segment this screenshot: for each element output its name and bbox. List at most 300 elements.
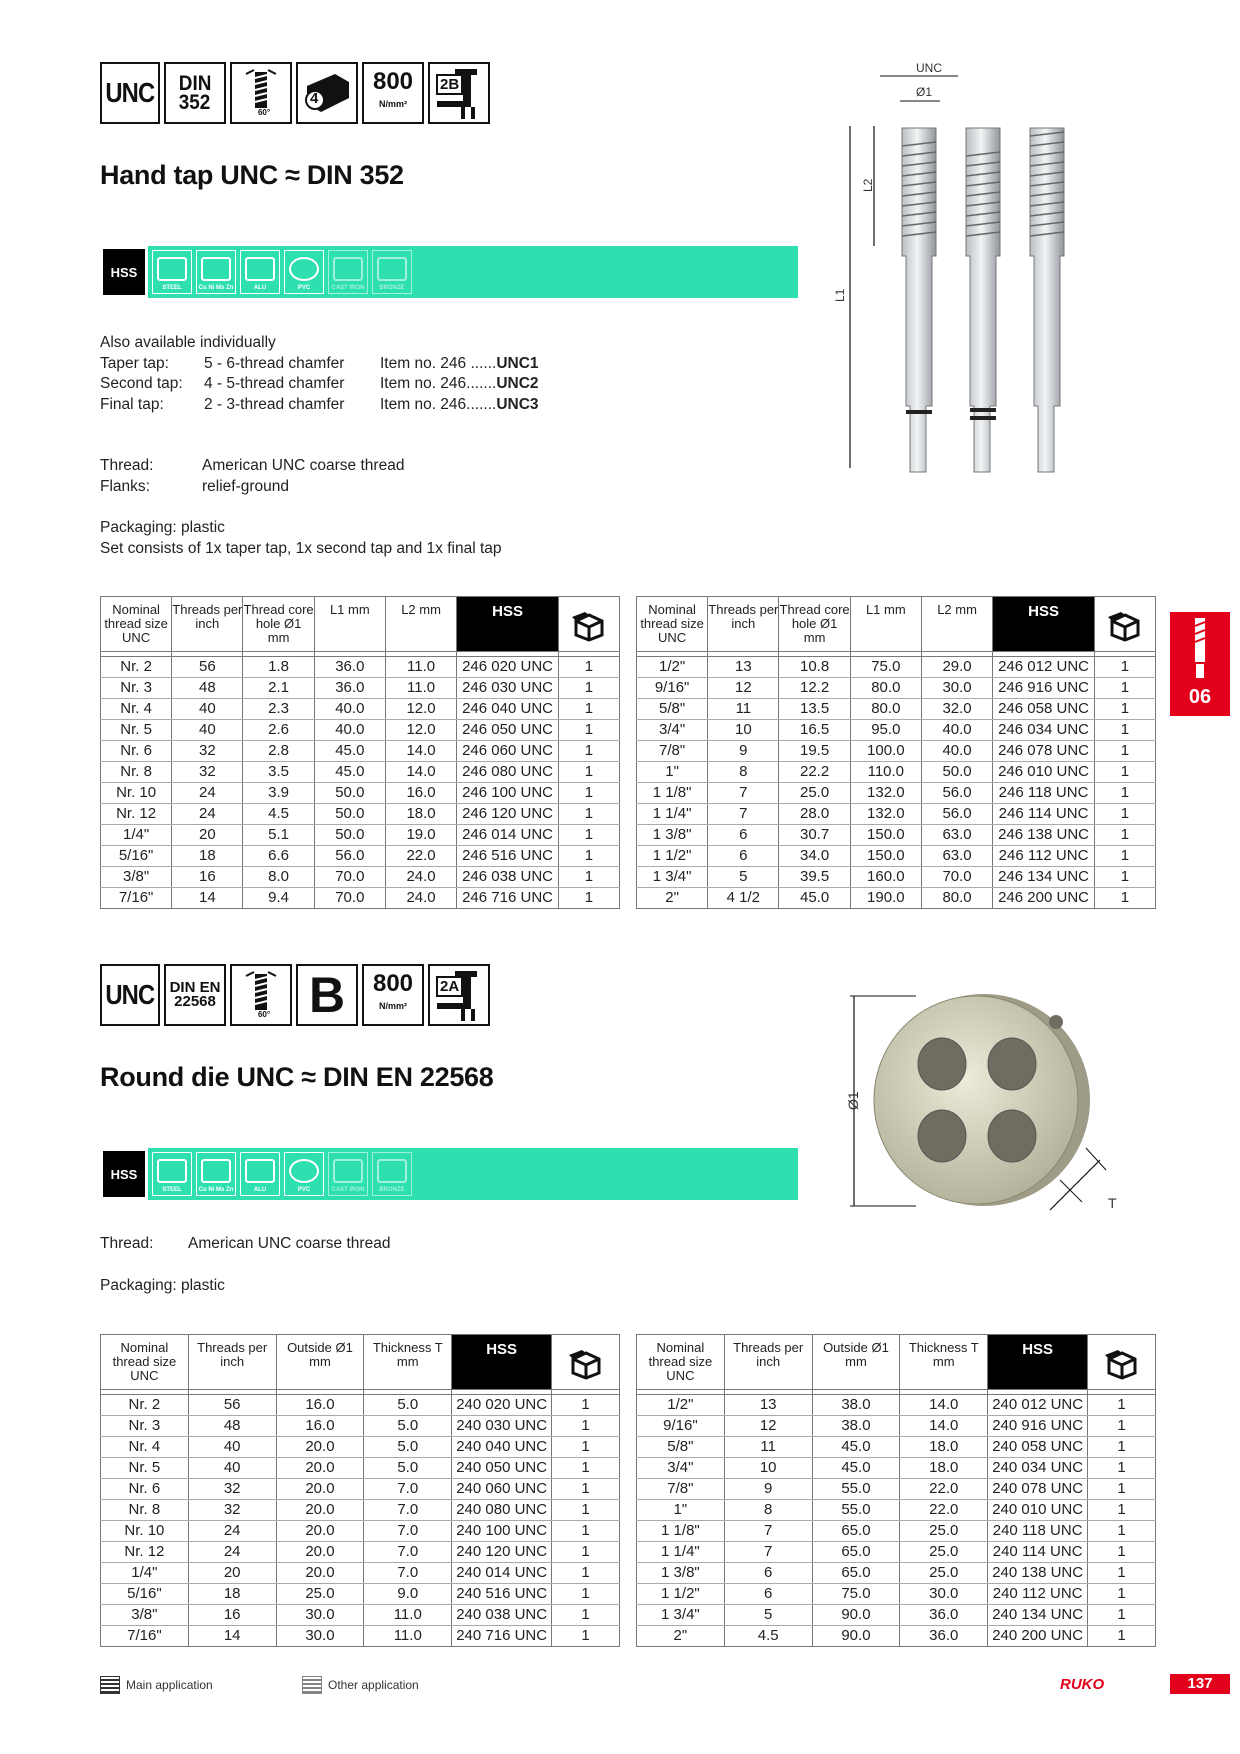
table-cell: 7.0 [364, 1479, 452, 1500]
thread-angle-icon [230, 964, 292, 1026]
pack-qty: 1 [1094, 678, 1155, 699]
item-number: 240 014 UNC [452, 1563, 552, 1584]
table-row [101, 657, 620, 678]
item-number: 246 080 UNC [457, 762, 559, 783]
pack-qty: 1 [558, 657, 619, 678]
table-cell: 110.0 [850, 762, 921, 783]
table-cell: 65.0 [812, 1563, 900, 1584]
table-cell: 80.0 [850, 699, 921, 720]
col-header: L1 mm [850, 597, 921, 652]
table-cell: 1" [637, 762, 708, 783]
item-number: 240 038 UNC [452, 1605, 552, 1626]
table-cell: 9.4 [243, 888, 314, 909]
material-label: CAST IRON [331, 1187, 365, 1193]
din-badge [164, 964, 226, 1026]
availability-note: Also available individually [100, 334, 276, 351]
table-row [101, 867, 620, 888]
unc-label: UNC [105, 77, 155, 108]
thread-label: Thread: [100, 1235, 154, 1252]
item-number: 240 010 UNC [988, 1500, 1088, 1521]
class-label: 2B [436, 74, 463, 95]
table-cell: 34.0 [779, 846, 850, 867]
col-header: L2 mm [921, 597, 992, 652]
tolerance-badge [296, 62, 358, 124]
strength-badge [362, 62, 424, 124]
material-label: BRONZE [379, 1187, 405, 1193]
din-label: DIN EN [169, 979, 221, 996]
pack-qty: 1 [1088, 1542, 1156, 1563]
table-cell: 5.1 [243, 825, 314, 846]
table-cell: 12.2 [779, 678, 850, 699]
table-cell: 18 [188, 1584, 276, 1605]
table-cell: 20.0 [276, 1500, 364, 1521]
table-cell: 65.0 [812, 1542, 900, 1563]
table-cell: 45.0 [779, 888, 850, 909]
d1-dim-label: Ø1 [845, 1091, 861, 1110]
table-cell: Nr. 5 [101, 720, 172, 741]
table-row [637, 1563, 1156, 1584]
table-cell: 45.0 [314, 741, 385, 762]
table-cell: 19.0 [385, 825, 456, 846]
unc-badge [100, 62, 160, 124]
tap-item: Item no. 246....... [380, 375, 497, 392]
material-label: CAST IRON [331, 285, 365, 291]
box-icon [1108, 611, 1142, 641]
copper-alloy-icon [196, 250, 236, 294]
box-icon [1105, 1349, 1139, 1379]
tap-chamfer: 5 - 6-thread chamfer [204, 354, 345, 372]
table-cell: 6 [708, 846, 779, 867]
table-row [637, 1416, 1156, 1437]
table-row [101, 1479, 620, 1500]
table-cell: 20 [172, 825, 243, 846]
pack-qty: 1 [558, 867, 619, 888]
table-cell: 30.0 [276, 1605, 364, 1626]
table-cell: 8.0 [243, 867, 314, 888]
table-row [101, 1395, 620, 1416]
pack-qty: 1 [1088, 1395, 1156, 1416]
pack-qty: 1 [1094, 657, 1155, 678]
tap-row [100, 354, 539, 375]
table-row [101, 1626, 620, 1647]
table-cell: 38.0 [812, 1416, 900, 1437]
pack-qty: 1 [552, 1479, 620, 1500]
material-label: STEEL [162, 285, 182, 291]
legend-main-label: Main application [126, 1678, 213, 1692]
angle-label: 60° [257, 1009, 271, 1019]
product-title-round-die: Round die UNC ≈ DIN EN 22568 [100, 1062, 494, 1092]
table-cell: 1 1/8" [637, 1521, 725, 1542]
col-header: L2 mm [385, 597, 456, 652]
table-cell: 22.2 [779, 762, 850, 783]
pack-qty: 1 [558, 699, 619, 720]
pack-qty: 1 [552, 1626, 620, 1647]
pack-qty: 1 [552, 1521, 620, 1542]
pack-qty: 1 [558, 741, 619, 762]
table-cell: 16 [188, 1605, 276, 1626]
pack-qty: 1 [552, 1563, 620, 1584]
hand-tap-table-left [100, 596, 620, 909]
table-cell: 16 [172, 867, 243, 888]
table-cell: 9 [708, 741, 779, 762]
strength-badge [362, 964, 424, 1026]
table-cell: 45.0 [314, 762, 385, 783]
col-header: Threads per inch [172, 597, 243, 652]
table-cell: 20.0 [276, 1458, 364, 1479]
material-band-2 [100, 1148, 798, 1200]
table-cell: 20.0 [276, 1479, 364, 1500]
pack-qty: 1 [552, 1542, 620, 1563]
table-cell: Nr. 8 [101, 762, 172, 783]
item-number: 240 100 UNC [452, 1521, 552, 1542]
item-number: 246 058 UNC [993, 699, 1095, 720]
table-cell: 8 [724, 1500, 812, 1521]
table-row [101, 1500, 620, 1521]
table-row [637, 825, 1156, 846]
thread-angle-icon [230, 62, 292, 124]
steel-icon [100, 1676, 120, 1694]
legend-main [100, 1676, 213, 1694]
table-cell: 5 [708, 867, 779, 888]
table-cell: 1.8 [243, 657, 314, 678]
table-cell: 11.0 [385, 678, 456, 699]
item-number: 246 020 UNC [457, 657, 559, 678]
table-cell: 3/4" [637, 1458, 725, 1479]
table-cell: 1/2" [637, 1395, 725, 1416]
item-number: 240 040 UNC [452, 1437, 552, 1458]
table-cell: 1/2" [637, 657, 708, 678]
table-cell: 32 [188, 1479, 276, 1500]
table-cell: 10.8 [779, 657, 850, 678]
table-cell: 20.0 [276, 1521, 364, 1542]
table-cell: 36.0 [900, 1626, 988, 1647]
tap-grade-icon [299, 68, 355, 118]
table-cell: 40.0 [314, 699, 385, 720]
table-cell: 25.0 [276, 1584, 364, 1605]
item-number: 240 060 UNC [452, 1479, 552, 1500]
pack-qty: 1 [1088, 1416, 1156, 1437]
table-cell: 2" [637, 888, 708, 909]
table-cell: 36.0 [314, 678, 385, 699]
table-cell: 18.0 [900, 1458, 988, 1479]
pack-qty: 1 [1094, 720, 1155, 741]
product-title-hand-tap: Hand tap UNC ≈ DIN 352 [100, 160, 404, 190]
din-number: 22568 [174, 993, 216, 1010]
table-cell: 7 [724, 1542, 812, 1563]
pack-qty: 1 [1088, 1605, 1156, 1626]
flanks-value: relief-ground [202, 477, 290, 495]
table-cell: 30.7 [779, 825, 850, 846]
item-number: 240 034 UNC [988, 1458, 1088, 1479]
table-row [637, 678, 1156, 699]
table-cell: Nr. 2 [101, 657, 172, 678]
table-row [101, 1563, 620, 1584]
table-cell: 70.0 [921, 867, 992, 888]
table-cell: 16.5 [779, 720, 850, 741]
unc-badge [100, 964, 160, 1026]
din-badge [164, 62, 226, 124]
table-cell: 30.0 [921, 678, 992, 699]
item-number: 240 012 UNC [988, 1395, 1088, 1416]
item-number: 240 112 UNC [988, 1584, 1088, 1605]
table-row [101, 804, 620, 825]
item-number: 246 118 UNC [993, 783, 1095, 804]
round-die-table-right [636, 1334, 1156, 1647]
strength-value: 800 [372, 970, 414, 997]
pack-qty: 1 [558, 846, 619, 867]
item-number: 246 134 UNC [993, 867, 1095, 888]
table-cell: 7/16" [101, 888, 172, 909]
pack-qty: 1 [1094, 846, 1155, 867]
tap-type: Final tap: [100, 395, 164, 413]
table-cell: 38.0 [812, 1395, 900, 1416]
table-row [637, 1458, 1156, 1479]
table-cell: 5/8" [637, 699, 708, 720]
table-cell: Nr. 6 [101, 741, 172, 762]
item-number: 246 114 UNC [993, 804, 1095, 825]
item-number: 246 030 UNC [457, 678, 559, 699]
alu-icon [240, 1152, 280, 1196]
col-header: Nominal thread size UNC [101, 1335, 189, 1390]
table-cell: 18.0 [900, 1437, 988, 1458]
table-row [637, 762, 1156, 783]
table-cell: 16.0 [385, 783, 456, 804]
bronze-icon [372, 1152, 412, 1196]
tap-suffix: UNC1 [496, 354, 539, 372]
table-cell: 3/8" [101, 867, 172, 888]
tap-3 [1030, 128, 1064, 472]
item-number: 240 200 UNC [988, 1626, 1088, 1647]
round-die-drawing [836, 980, 1126, 1230]
pack-qty: 1 [552, 1395, 620, 1416]
table-cell: 95.0 [850, 720, 921, 741]
col-header: Thread core hole Ø1 mm [779, 597, 850, 652]
table-row [637, 1479, 1156, 1500]
table-cell: 11.0 [385, 657, 456, 678]
table-cell: 40.0 [921, 720, 992, 741]
form-label: B [308, 967, 346, 1023]
material-label: ALU [253, 285, 267, 291]
table-cell: 10 [724, 1458, 812, 1479]
table-cell: 7/8" [637, 1479, 725, 1500]
table-cell: 25.0 [900, 1542, 988, 1563]
table-cell: 40 [188, 1437, 276, 1458]
table-cell: 2" [637, 1626, 725, 1647]
table-cell: 25.0 [900, 1563, 988, 1584]
item-number: 240 080 UNC [452, 1500, 552, 1521]
table-cell: 36.0 [900, 1605, 988, 1626]
item-number: 240 134 UNC [988, 1605, 1088, 1626]
table-row [101, 888, 620, 909]
table-cell: 2.8 [243, 741, 314, 762]
table-cell: Nr. 12 [101, 804, 172, 825]
item-number: 240 716 UNC [452, 1626, 552, 1647]
table-cell: 1 1/2" [637, 846, 708, 867]
table-cell: 30.0 [900, 1584, 988, 1605]
pack-qty: 1 [1088, 1563, 1156, 1584]
item-number: 240 030 UNC [452, 1416, 552, 1437]
table-cell: 32 [172, 762, 243, 783]
availability-block [100, 333, 539, 415]
table-cell: 36.0 [314, 657, 385, 678]
round-die-table-left [100, 1334, 620, 1647]
table-cell: 80.0 [850, 678, 921, 699]
table-cell: 45.0 [812, 1437, 900, 1458]
legend-other-label: Other application [328, 1678, 419, 1692]
item-number: 246 050 UNC [457, 720, 559, 741]
pack-qty: 1 [558, 804, 619, 825]
table-cell: 7 [724, 1521, 812, 1542]
table-cell: 7.0 [364, 1521, 452, 1542]
table-row [637, 888, 1156, 909]
pack-qty: 1 [552, 1500, 620, 1521]
table-row [101, 846, 620, 867]
table-cell: 20 [188, 1563, 276, 1584]
table-cell: 16.0 [276, 1395, 364, 1416]
table-cell: 11 [724, 1437, 812, 1458]
table-cell: Nr. 5 [101, 1458, 189, 1479]
pack-qty: 1 [558, 678, 619, 699]
table-cell: 24 [172, 783, 243, 804]
table-cell: 75.0 [812, 1584, 900, 1605]
table-cell: 8 [708, 762, 779, 783]
table-cell: 10 [708, 720, 779, 741]
table-cell: 20.0 [276, 1437, 364, 1458]
item-number: 246 060 UNC [457, 741, 559, 762]
item-number: 246 516 UNC [457, 846, 559, 867]
table-cell: 11.0 [364, 1605, 452, 1626]
table-row [637, 1437, 1156, 1458]
table-cell: 25.0 [900, 1521, 988, 1542]
table-cell: 1/4" [101, 825, 172, 846]
form-badge [296, 964, 358, 1026]
table-cell: 12.0 [385, 699, 456, 720]
pack-qty: 1 [552, 1458, 620, 1479]
table-cell: 18.0 [385, 804, 456, 825]
item-number: 240 020 UNC [452, 1395, 552, 1416]
hss-col-header: HSS [457, 597, 559, 652]
table-cell: 9 [724, 1479, 812, 1500]
table-cell: 4 1/2 [708, 888, 779, 909]
material-label: STEEL [162, 1187, 182, 1193]
table-cell: 18 [172, 846, 243, 867]
table-cell: 63.0 [921, 825, 992, 846]
table-cell: 3.5 [243, 762, 314, 783]
table-cell: 160.0 [850, 867, 921, 888]
pack-qty: 1 [1088, 1500, 1156, 1521]
unc-dim-label: UNC [916, 61, 942, 75]
table-cell: 30.0 [276, 1626, 364, 1647]
table-row [637, 804, 1156, 825]
item-number: 246 078 UNC [993, 741, 1095, 762]
table-row [637, 1521, 1156, 1542]
pack-qty: 1 [1094, 804, 1155, 825]
table-cell: 132.0 [850, 783, 921, 804]
pack-qty: 1 [1088, 1626, 1156, 1647]
item-number: 246 112 UNC [993, 846, 1095, 867]
hand-tap-rows-right [637, 652, 1156, 909]
table-cell: 20.0 [276, 1542, 364, 1563]
packaging-info-1 [100, 518, 502, 559]
pack-qty: 1 [1088, 1479, 1156, 1500]
packaging-text-2: Packaging: plastic [100, 1277, 225, 1294]
table-cell: 40 [172, 699, 243, 720]
drill-icon [1185, 616, 1215, 680]
hand-tap-rows-left [101, 652, 620, 909]
pack-qty: 1 [558, 783, 619, 804]
table-cell: 55.0 [812, 1500, 900, 1521]
bronze-icon [372, 250, 412, 294]
table-row [101, 720, 620, 741]
thread-info-1 [100, 456, 404, 497]
pack-qty: 1 [1088, 1521, 1156, 1542]
round-die-rows-left [101, 1390, 620, 1647]
table-cell: 7.0 [364, 1500, 452, 1521]
table-cell: 40.0 [921, 741, 992, 762]
table-row [637, 720, 1156, 741]
table-cell: 50.0 [921, 762, 992, 783]
item-number: 246 038 UNC [457, 867, 559, 888]
table-cell: 3/4" [637, 720, 708, 741]
table-cell: 24 [188, 1542, 276, 1563]
table-cell: 1 3/4" [637, 1605, 725, 1626]
table-cell: 32 [188, 1500, 276, 1521]
pack-qty: 1 [552, 1437, 620, 1458]
col-header: L1 mm [314, 597, 385, 652]
table-cell: 1 1/4" [637, 804, 708, 825]
table-cell: 75.0 [850, 657, 921, 678]
page-number: 137 [1170, 1674, 1230, 1694]
material-label: Cu Ni Ms Zn [198, 1187, 234, 1193]
copper-alloy-icon [196, 1152, 236, 1196]
table-cell: 1 3/8" [637, 825, 708, 846]
table-row [637, 741, 1156, 762]
pack-qty: 1 [552, 1605, 620, 1626]
table-cell: 7.0 [364, 1542, 452, 1563]
chapter-number: 06 [1188, 686, 1212, 708]
angle-label: 60° [257, 107, 271, 117]
table-cell: 190.0 [850, 888, 921, 909]
table-cell: 2.3 [243, 699, 314, 720]
table-cell: 19.5 [779, 741, 850, 762]
table-cell: 150.0 [850, 825, 921, 846]
table-row [637, 1605, 1156, 1626]
table-cell: 40 [172, 720, 243, 741]
table-cell: 13 [724, 1395, 812, 1416]
tap-2 [966, 128, 1000, 472]
table-cell: 80.0 [921, 888, 992, 909]
screw-icon [244, 70, 278, 112]
pack-qty: 1 [552, 1416, 620, 1437]
table-row [101, 1584, 620, 1605]
item-number: 246 138 UNC [993, 825, 1095, 846]
table-row [101, 1458, 620, 1479]
table-row [637, 657, 1156, 678]
table-cell: 25.0 [779, 783, 850, 804]
unc-label: UNC [105, 979, 155, 1010]
table-cell: 14.0 [385, 741, 456, 762]
hss-col-header: HSS [993, 597, 1095, 652]
table-row [637, 699, 1156, 720]
table-row [101, 699, 620, 720]
hand-tap-drawing [833, 56, 1086, 476]
table-cell: Nr. 10 [101, 783, 172, 804]
col-header: Threads per inch [724, 1335, 812, 1390]
chapter-tab[interactable] [1170, 612, 1230, 716]
table-cell: 11 [708, 699, 779, 720]
steel-icon [152, 1152, 192, 1196]
col-header: Thickness T mm [364, 1335, 452, 1390]
